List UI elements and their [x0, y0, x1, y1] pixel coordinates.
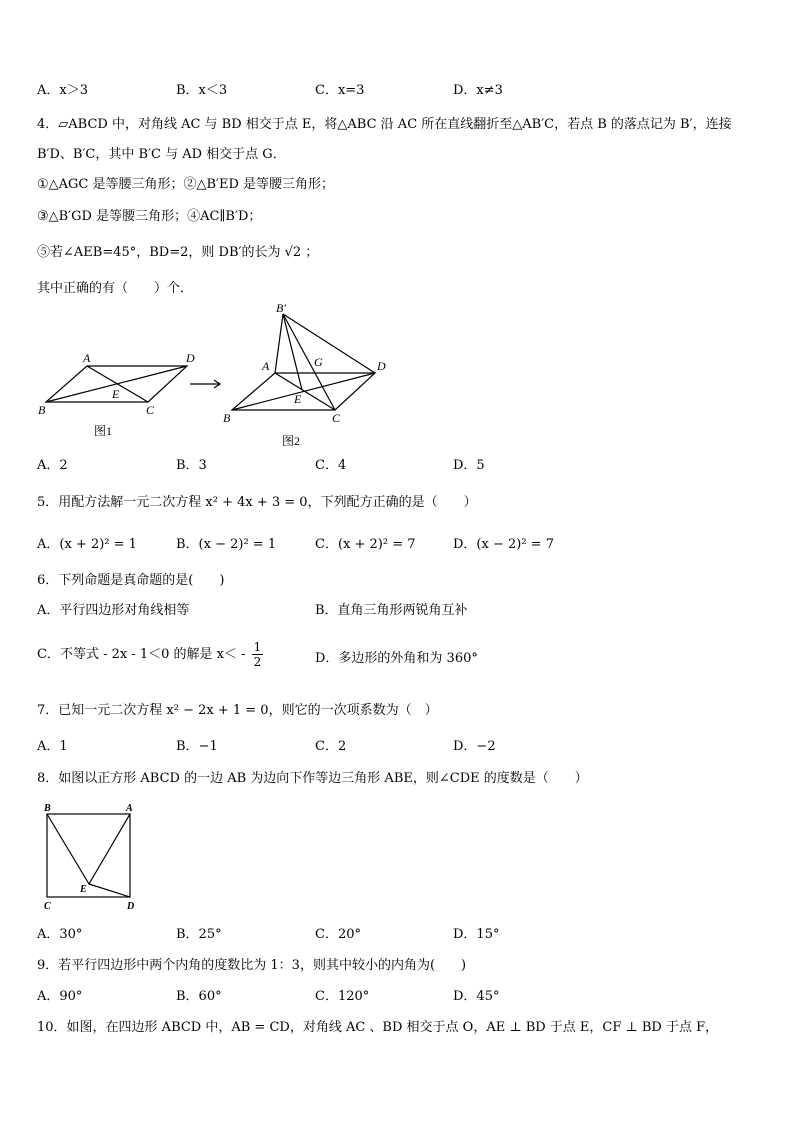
q8-label-b: B [44, 803, 51, 814]
q9-option-b: B．60° [176, 989, 222, 1004]
fig2-label-d: D [377, 359, 386, 373]
q9-stem: 9．若平行四边形中两个内角的度数比为 1：3，则其中较小的内角为( ) [37, 958, 467, 973]
q9-option-a: A．90° [37, 989, 83, 1004]
fig2-label-bp: B′ [276, 301, 286, 315]
q8-label-a: A [126, 803, 133, 814]
q8-label-e: E [80, 884, 87, 895]
q8-label-d: D [127, 901, 135, 912]
q7-option-d: D．−2 [453, 739, 496, 754]
fig1-label-b: B [38, 403, 46, 417]
fig1-label-c: C [146, 403, 155, 417]
q7-stem: 7．已知一元二次方程 x² − 2x + 1 = 0，则它的一次项系数为（ ） [37, 703, 438, 718]
q4-sqrt: √2 [284, 245, 302, 260]
q8-stem: 8．如图以正方形 ABCD 的一边 AB 为边向下作等边三角形 ABE，则∠CDE 的度数是（ ） [37, 771, 588, 786]
q4-option-d: D．5 [453, 458, 485, 473]
q5-option-b: B．(x − 2)² = 1 [176, 537, 277, 552]
fig2-segment-bpd [283, 314, 375, 373]
arrow-icon [190, 380, 220, 388]
q5-option-a: A．(x + 2)² = 1 [37, 537, 137, 552]
q6-option-a: A．平行四边形对角线相等 [37, 603, 190, 618]
q6-option-d: D．多边形的外角和为 360° [315, 651, 478, 666]
q4-stem-line2: B′D、B′C，其中 B′C 与 AD 相交于点 G． [37, 147, 286, 162]
q6-option-c [37, 640, 265, 669]
q7-option-a: A．1 [37, 739, 68, 754]
q5-option-c: C．(x + 2)² = 7 [315, 537, 416, 552]
q6-fraction [252, 640, 264, 669]
fig2-caption: 图2 [282, 434, 301, 448]
q4-figures [30, 300, 400, 450]
q4-statement-5 [37, 244, 318, 262]
q6-stem: 6．下列命题是真命题的是( ) [37, 573, 225, 588]
q6-option-b: B．直角三角形两锐角互补 [315, 603, 468, 618]
q9-option-c: C．120° [315, 989, 370, 1004]
q8-option-b: B．25° [176, 927, 222, 942]
q4-option-a: A．2 [37, 458, 68, 473]
q4-statement-5-text: ⑤若∠AEB=45°，BD=2，则 DB′的长为 [37, 245, 281, 260]
q7-option-c: C．2 [315, 739, 347, 754]
fig2-segment-bpe [283, 314, 302, 390]
fig2-label-b: B [223, 411, 231, 425]
q4-statement-3-4: ③△B′GD 是等腰三角形；④AC∥B′D； [37, 209, 262, 224]
fig1-label-d: D [186, 351, 195, 365]
fig2-label-a: A [262, 359, 270, 373]
q3-option-b: B．x＜3 [176, 83, 228, 98]
q8-triangle-abe [47, 814, 130, 884]
q5-stem: 5．用配方法解一元二次方程 x² + 4x + 3 = 0，下列配方正确的是（ ） [37, 495, 477, 510]
q7-option-b: B．−1 [176, 739, 218, 754]
q4-question: 其中正确的有（ ）个． [37, 281, 194, 296]
q8-square [47, 814, 130, 897]
q4-option-c: C．4 [315, 458, 347, 473]
q9-option-d: D．45° [453, 989, 500, 1004]
fig2-segment-bpa [275, 314, 283, 373]
q3-option-d: D．x≠3 [453, 83, 503, 98]
fig2-label-e: E [294, 392, 302, 406]
q8-figure [38, 800, 148, 915]
q4-option-b: B．3 [176, 458, 207, 473]
q8-segment-de [89, 884, 130, 897]
q6-option-c-text: C．不等式 - 2x - 1＜0 的解是 x＜ - [37, 647, 246, 662]
q8-option-d: D．15° [453, 927, 500, 942]
fig2-label-c: C [332, 411, 341, 425]
q3-option-c: C．x=3 [315, 83, 365, 98]
q6-fraction-numerator: 1 [253, 640, 262, 654]
q10-stem: 10．如图，在四边形 ABCD 中，AB = CD，对角线 AC 、BD 相交于点 O，AE ⊥ BD 于点 E，CF ⊥ BD 于点 F， [37, 1020, 719, 1035]
fig2-segment-bpc [283, 314, 335, 410]
q8-label-c: C [44, 901, 51, 912]
q8-option-a: A．30° [37, 927, 83, 942]
q5-option-d: D．(x − 2)² = 7 [453, 537, 554, 552]
fig2-label-g: G [314, 355, 323, 369]
q6-fraction-denominator: 2 [253, 655, 262, 669]
q3-option-a: A．x＞3 [37, 83, 88, 98]
fig1-caption: 图1 [94, 424, 113, 438]
fig1-label-e: E [112, 387, 120, 401]
q4-figure-2 [232, 314, 375, 410]
q4-statement-5-end: ； [305, 245, 319, 260]
fig1-label-a: A [83, 351, 91, 365]
q4-stem-line1: 4．▱ABCD 中，对角线 AC 与 BD 相交于点 E，将△ABC 沿 AC 所在直线翻折至△AB′C，若点 B 的落点记为 B′，连接 [37, 117, 732, 132]
q4-statement-1-2: ①△AGC 是等腰三角形；②△B′ED 是等腰三角形； [37, 177, 335, 192]
q8-option-c: C．20° [315, 927, 361, 942]
